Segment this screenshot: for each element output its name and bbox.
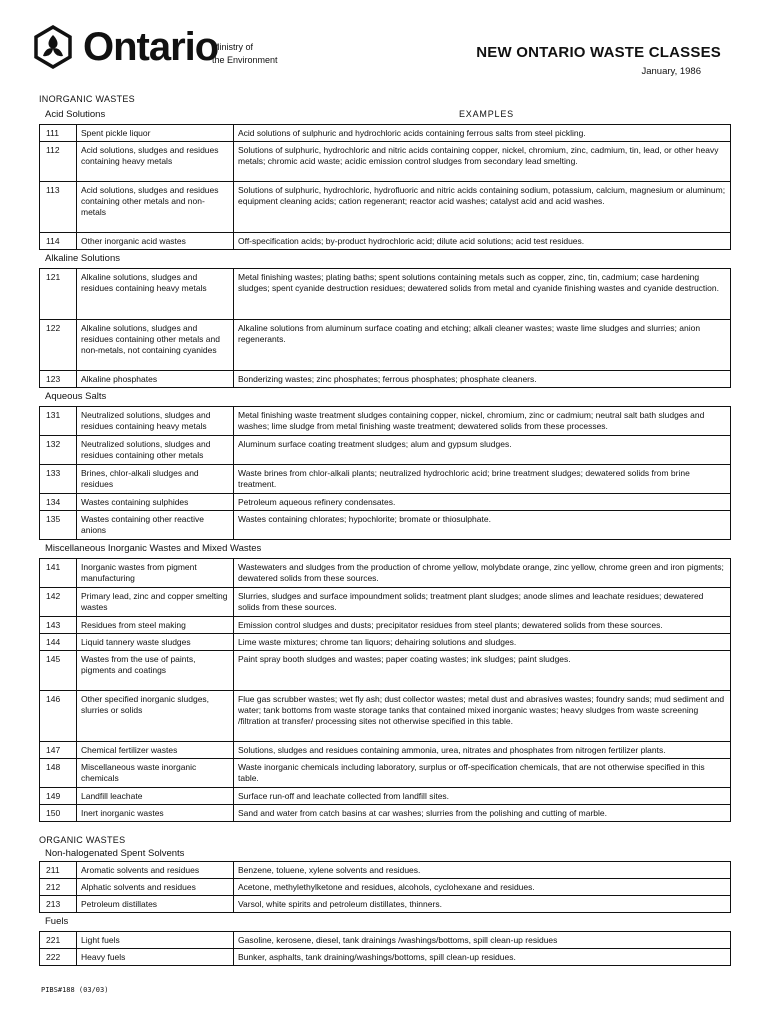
- waste-name: Primary lead, zinc and copper smelting wastes: [77, 588, 234, 617]
- waste-code: 121: [40, 269, 77, 320]
- table-row: [40, 788, 731, 805]
- waste-examples: Solutions of sulphuric, hydrochloric and nitric acids containing copper, nickel, chromium, zinc, cadmium, tin, lead, or other heavy metals; chromic acid waste; acidic emission control sludges from secondary lead smelting.: [234, 142, 731, 182]
- waste-examples: Slurries, sludges and surface impoundment solids; treatment plant sludges; anode slimes and leachate residues; dewatered solids from these sources.: [234, 588, 731, 617]
- document-title: NEW ONTARIO WASTE CLASSES: [476, 44, 721, 61]
- subsection-header-acid: [39, 106, 731, 124]
- waste-examples: Sand and water from catch basins at car washes; slurries from the polishing and cutting of marble.: [234, 805, 731, 822]
- table-row: [40, 559, 731, 588]
- waste-examples: Off-specification acids; by-product hydrochloric acid; dilute acid solutions; acid test residues.: [234, 233, 731, 250]
- waste-name: Inorganic wastes from pigment manufacturing: [77, 559, 234, 588]
- waste-code: 123: [40, 371, 77, 388]
- subsection-title-alkaline: Alkaline Solutions: [45, 253, 120, 264]
- table-row: [40, 465, 731, 494]
- waste-code: 146: [40, 691, 77, 742]
- waste-code: 131: [40, 407, 77, 436]
- ontario-wordmark: Ontario: [83, 25, 219, 69]
- waste-name: Alkaline phosphates: [77, 371, 234, 388]
- waste-name: Wastes containing other reactive anions: [77, 511, 234, 540]
- subsection-title-solvents: Non-halogenated Spent Solvents: [45, 848, 185, 859]
- waste-examples: Solutions, sludges and residues containing ammonia, urea, nitrates and phosphates from nitrogen fertilizer plants.: [234, 742, 731, 759]
- waste-code: 113: [40, 182, 77, 233]
- subsection-title-fuels: Fuels: [45, 916, 69, 927]
- waste-name: Residues from steel making: [77, 617, 234, 634]
- waste-examples: Surface run-off and leachate collected from landfill sites.: [234, 788, 731, 805]
- header: [0, 0, 768, 95]
- fuels-table: [39, 931, 731, 966]
- waste-name: Alkaline solutions, sludges and residues containing other metals and non-metals, not containing cyanides: [77, 320, 234, 371]
- subsection-title-acid: Acid Solutions: [45, 109, 106, 120]
- subsection-title-aqueous: Aqueous Salts: [45, 391, 107, 402]
- waste-examples: Metal finishing waste treatment sludges containing copper, nickel, chromium, zinc or cadmium; neutral salt bath sludges and washes; lime sludge from metal finishing waste treatment; dewatered solids from these processes.: [234, 407, 731, 436]
- table-row: [40, 371, 731, 388]
- waste-examples: Gasoline, kerosene, diesel, tank drainings /washings/bottoms, spill clean-up residues: [234, 932, 731, 949]
- ministry-line-2: the Environment: [212, 55, 278, 65]
- section-title-inorganic: INORGANIC WASTES: [39, 94, 135, 104]
- waste-code: 141: [40, 559, 77, 588]
- waste-code: 211: [40, 862, 77, 879]
- waste-code: 149: [40, 788, 77, 805]
- table-row: [40, 651, 731, 691]
- table-row: [40, 691, 731, 742]
- waste-name: Acid solutions, sludges and residues containing other metals and non-metals: [77, 182, 234, 233]
- waste-code: 145: [40, 651, 77, 691]
- waste-code: 222: [40, 949, 77, 966]
- table-row: [40, 436, 731, 465]
- table-row: [40, 233, 731, 250]
- waste-examples: Solutions of sulphuric, hydrochloric, hydrofluoric and nitric acids containing sodium, potassium, calcium, magnesium or aluminum; equipment cleaning acids; cation regenerant; reactor acid washes; catalyst acid and acid washes.: [234, 182, 731, 233]
- table-row: [40, 862, 731, 879]
- waste-name: Other specified inorganic sludges, slurries or solids: [77, 691, 234, 742]
- ministry-name: [212, 41, 278, 67]
- waste-name: Heavy fuels: [77, 949, 234, 966]
- waste-name: Petroleum distillates: [77, 896, 234, 913]
- waste-examples: Lime waste mixtures; chrome tan liquors; dehairing solutions and sludges.: [234, 634, 731, 651]
- examples-column-header: EXAMPLES: [459, 109, 514, 119]
- waste-code: 133: [40, 465, 77, 494]
- waste-name: Brines, chlor-alkali sludges and residues: [77, 465, 234, 494]
- table-row: [40, 949, 731, 966]
- waste-name: Chemical fertilizer wastes: [77, 742, 234, 759]
- waste-examples: Waste inorganic chemicals including laboratory, surplus or off-specification chemicals, that are not otherwise specified in this table.: [234, 759, 731, 788]
- table-row: [40, 932, 731, 949]
- waste-name: Alphatic solvents and residues: [77, 879, 234, 896]
- table-row: [40, 879, 731, 896]
- solvents-table: [39, 861, 731, 913]
- table-row: [40, 742, 731, 759]
- table-row: [40, 125, 731, 142]
- subsection-title-misc: Miscellaneous Inorganic Wastes and Mixed Wastes: [45, 543, 262, 554]
- table-row: [40, 634, 731, 651]
- waste-examples: Varsol, white spirits and petroleum distillates, thinners.: [234, 896, 731, 913]
- table-row: [40, 896, 731, 913]
- waste-name: Wastes from the use of paints, pigments and coatings: [77, 651, 234, 691]
- waste-code: 148: [40, 759, 77, 788]
- waste-examples: Bonderizing wastes; zinc phosphates; ferrous phosphates; phosphate cleaners.: [234, 371, 731, 388]
- waste-examples: Acid solutions of sulphuric and hydrochloric acids containing ferrous salts from steel pickling.: [234, 125, 731, 142]
- waste-examples: Acetone, methylethylketone and residues, alcohols, cyclohexane and residues.: [234, 879, 731, 896]
- waste-examples: Paint spray booth sludges and wastes; paper coating wastes; ink sludges; paint sludges.: [234, 651, 731, 691]
- table-row: [40, 269, 731, 320]
- footer-form-number: PIBS#188 (03/03): [41, 986, 109, 994]
- table-row: [40, 320, 731, 371]
- waste-name: Landfill leachate: [77, 788, 234, 805]
- waste-name: Inert inorganic wastes: [77, 805, 234, 822]
- table-row: [40, 494, 731, 511]
- table-row: [40, 759, 731, 788]
- waste-classes-content: [39, 93, 731, 966]
- table-row: [40, 588, 731, 617]
- table-row: [40, 805, 731, 822]
- table-row: [40, 407, 731, 436]
- waste-examples: Petroleum aqueous refinery condensates.: [234, 494, 731, 511]
- waste-examples: Wastewaters and sludges from the production of chrome yellow, molybdate orange, zinc yellow, chrome green and iron pigments; dewatered solids from these sources.: [234, 559, 731, 588]
- waste-code: 122: [40, 320, 77, 371]
- table-row: [40, 511, 731, 540]
- acid-solutions-table: [39, 124, 731, 250]
- waste-name: Alkaline solutions, sludges and residues containing heavy metals: [77, 269, 234, 320]
- waste-examples: Flue gas scrubber wastes; wet fly ash; dust collector wastes; metal dust and abrasives wastes; foundry sands; mud sediment and water; tank bottoms from waste storage tanks that contained mixed inorganic wastes; heavy sludges from waste screening /filtration at transfer/ processing sites not otherwise specified in this table.: [234, 691, 731, 742]
- waste-code: 134: [40, 494, 77, 511]
- section-title-organic: ORGANIC WASTES: [39, 835, 126, 845]
- waste-code: 111: [40, 125, 77, 142]
- waste-code: 144: [40, 634, 77, 651]
- waste-name: Acid solutions, sludges and residues containing heavy metals: [77, 142, 234, 182]
- waste-code: 221: [40, 932, 77, 949]
- waste-name: Miscellaneous waste inorganic chemicals: [77, 759, 234, 788]
- waste-name: Wastes containing sulphides: [77, 494, 234, 511]
- waste-code: 213: [40, 896, 77, 913]
- waste-examples: Benzene, toluene, xylene solvents and residues.: [234, 862, 731, 879]
- waste-examples: Metal finishing wastes; plating baths; spent solutions containing metals such as copper, zinc, tin, cadmium; case hardening sludges; spent cyanide destruction residues; dewatered solids from metal and cyanide finishing wastes and cyanide destruction.: [234, 269, 731, 320]
- table-row: [40, 142, 731, 182]
- waste-name: Other inorganic acid wastes: [77, 233, 234, 250]
- section-gap: [39, 822, 731, 834]
- waste-examples: Bunker, asphalts, tank draining/washings/bottoms, spill clean-up residues.: [234, 949, 731, 966]
- table-row: [40, 182, 731, 233]
- waste-examples: Alkaline solutions from aluminum surface coating and etching; alkali cleaner wastes; waste lime sludges and slurries; anion regenerants.: [234, 320, 731, 371]
- waste-code: 114: [40, 233, 77, 250]
- waste-name: Aromatic solvents and residues: [77, 862, 234, 879]
- waste-code: 147: [40, 742, 77, 759]
- waste-code: 132: [40, 436, 77, 465]
- waste-name: Light fuels: [77, 932, 234, 949]
- ontario-trillium-logo-icon: [33, 25, 73, 69]
- ministry-line-1: Ministry of: [212, 42, 254, 52]
- waste-name: Spent pickle liquor: [77, 125, 234, 142]
- document-date: January, 1986: [641, 66, 701, 77]
- waste-code: 135: [40, 511, 77, 540]
- waste-code: 143: [40, 617, 77, 634]
- waste-code: 212: [40, 879, 77, 896]
- alkaline-solutions-table: [39, 268, 731, 388]
- waste-code: 112: [40, 142, 77, 182]
- aqueous-salts-table: [39, 406, 731, 540]
- waste-examples: Emission control sludges and dusts; precipitator residues from steel plants; dewatered solids from these sources.: [234, 617, 731, 634]
- waste-name: Neutralized solutions, sludges and residues containing other metals: [77, 436, 234, 465]
- waste-code: 142: [40, 588, 77, 617]
- waste-examples: Waste brines from chlor-alkali plants; neutralized hydrochloric acid; brine treatment sludges; dewatered solids from brine treatment.: [234, 465, 731, 494]
- misc-inorganic-table: [39, 558, 731, 822]
- table-row: [40, 617, 731, 634]
- waste-name: Neutralized solutions, sludges and residues containing heavy metals: [77, 407, 234, 436]
- waste-code: 150: [40, 805, 77, 822]
- waste-examples: Aluminum surface coating treatment sludges; alum and gypsum sludges.: [234, 436, 731, 465]
- waste-name: Liquid tannery waste sludges: [77, 634, 234, 651]
- waste-examples: Wastes containing chlorates; hypochlorite; bromate or thiosulphate.: [234, 511, 731, 540]
